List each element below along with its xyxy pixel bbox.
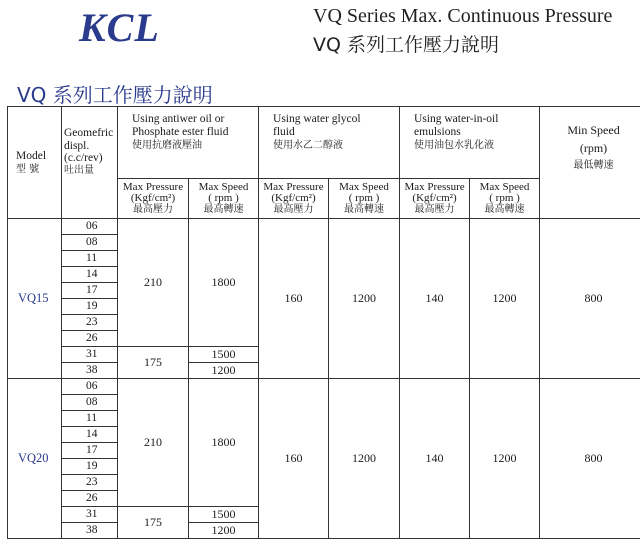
oil-pressure-cell: 175 xyxy=(118,347,189,379)
displacement-cell: 14 xyxy=(62,267,118,283)
glycol-pressure-cell: 160 xyxy=(259,219,329,379)
min-speed-header xyxy=(540,107,640,219)
displacement-cell: 11 xyxy=(62,411,118,427)
geo-header-cn: 吐出量 xyxy=(64,164,94,176)
header-title-cn: VQ 系列工作壓力說明 xyxy=(313,34,499,56)
fluid1-header xyxy=(118,107,259,179)
fluid3-cn: 使用油包水乳化液 xyxy=(414,140,495,151)
geo-header-1: Geomefric xyxy=(64,127,114,139)
oil-speed-cell: 1200 xyxy=(189,523,259,539)
displacement-cell: 06 xyxy=(62,379,118,395)
min-speed-cell: 800 xyxy=(540,219,640,379)
oil-speed-cell: 1500 xyxy=(189,507,259,523)
oil-pressure-cell: 175 xyxy=(118,507,189,539)
max-speed-unit: ( rpm ) xyxy=(489,192,520,204)
displacement-cell: 08 xyxy=(62,395,118,411)
max-pressure-unit: (Kgf/cm²) xyxy=(412,192,457,204)
max-pressure-cn: 最高壓力 xyxy=(273,204,314,215)
emulsion-speed-cell: 1200 xyxy=(470,219,540,379)
model-cell: VQ20 xyxy=(8,379,62,539)
emulsion-max-pressure-header xyxy=(400,179,470,219)
emulsion-speed-cell: 1200 xyxy=(470,379,540,539)
emulsion-pressure-cell: 140 xyxy=(400,219,470,379)
displacement-cell: 23 xyxy=(62,475,118,491)
glycol-max-pressure-header xyxy=(259,179,329,219)
min-speed-cell: 800 xyxy=(540,379,640,539)
fluid2-en-1: Using water glycol xyxy=(273,113,361,125)
oil-speed-cell: 1500 xyxy=(189,347,259,363)
max-speed-unit: ( rpm ) xyxy=(208,192,239,204)
oil-speed-cell: 1200 xyxy=(189,363,259,379)
max-pressure-unit: (Kgf/cm²) xyxy=(130,192,176,204)
header-title-en: VQ Series Max. Continuous Pressure xyxy=(313,5,613,27)
glycol-pressure-cell: 160 xyxy=(259,379,329,539)
oil-pressure-cell: 210 xyxy=(118,379,189,507)
kcl-logo: KCL xyxy=(79,5,160,50)
section-title: VQ 系列工作壓力說明 xyxy=(17,83,213,107)
max-pressure-cn: 最高壓力 xyxy=(133,204,173,215)
table-row xyxy=(8,219,640,235)
displacement-cell: 17 xyxy=(62,443,118,459)
emulsion-max-speed-header xyxy=(470,179,540,219)
fluid1-en-1: Using antiwer oil or xyxy=(132,113,225,125)
displacement-cell: 31 xyxy=(62,347,118,363)
fluid2-cn: 使用水乙二醇液 xyxy=(273,140,344,151)
displacement-cell: 38 xyxy=(62,523,118,539)
pressure-spec-table xyxy=(7,106,640,539)
displacement-cell: 23 xyxy=(62,315,118,331)
max-speed-unit: ( rpm ) xyxy=(348,192,380,204)
min-speed-en: Min Speed xyxy=(567,123,620,137)
max-speed-cn: 最高轉速 xyxy=(344,204,385,215)
max-pressure-unit: (Kgf/cm²) xyxy=(271,192,316,204)
displacement-cell: 31 xyxy=(62,507,118,523)
displacement-cell: 14 xyxy=(62,427,118,443)
table-body xyxy=(8,219,640,539)
max-pressure-cn: 最高壓力 xyxy=(414,204,455,215)
min-speed-unit: (rpm) xyxy=(579,141,608,155)
glycol-speed-cell: 1200 xyxy=(329,379,400,539)
glycol-max-speed-header xyxy=(329,179,400,219)
oil-max-pressure-header xyxy=(118,179,189,219)
fluid2-header xyxy=(259,107,400,179)
max-speed-label: Max Speed xyxy=(198,181,249,193)
oil-speed-cell: 1800 xyxy=(189,379,259,507)
displacement-cell: 19 xyxy=(62,459,118,475)
max-speed-cn: 最高轉速 xyxy=(203,204,244,215)
displacement-cell: 38 xyxy=(62,363,118,379)
max-pressure-label: Max Pressure xyxy=(404,181,465,193)
min-speed-cn: 最低轉速 xyxy=(573,160,614,171)
max-speed-label: Max Speed xyxy=(339,181,389,193)
displacement-cell: 26 xyxy=(62,331,118,347)
oil-max-speed-header xyxy=(189,179,259,219)
max-pressure-label: Max Pressure xyxy=(122,181,184,193)
fluid3-en-2: emulsions xyxy=(414,126,461,138)
model-cell: VQ15 xyxy=(8,219,62,379)
fluid1-en-2: Phosphate ester fluid xyxy=(132,126,229,138)
model-header xyxy=(8,107,62,219)
header-row-1 xyxy=(8,107,640,179)
displacement-cell: 17 xyxy=(62,283,118,299)
emulsion-pressure-cell: 140 xyxy=(400,379,470,539)
fluid3-en-1: Using water-in-oil xyxy=(414,113,499,125)
displacement-cell: 06 xyxy=(62,219,118,235)
glycol-speed-cell: 1200 xyxy=(329,219,400,379)
fluid1-cn: 使用抗磨液壓油 xyxy=(132,140,202,151)
displacement-header xyxy=(62,107,118,219)
max-pressure-label: Max Pressure xyxy=(263,181,324,193)
max-speed-cn: 最高轉速 xyxy=(484,204,525,215)
displacement-cell: 11 xyxy=(62,251,118,267)
table-row xyxy=(8,379,640,395)
geo-header-2: displ. xyxy=(64,139,90,152)
oil-speed-cell: 1800 xyxy=(189,219,259,347)
model-header-cn: 型 號 xyxy=(16,163,40,175)
geo-header-3: (c.c/rev) xyxy=(64,152,103,164)
fluid2-en-2: fluid xyxy=(273,126,295,138)
fluid3-header xyxy=(400,107,540,179)
displacement-cell: 08 xyxy=(62,235,118,251)
displacement-cell: 19 xyxy=(62,299,118,315)
oil-pressure-cell: 210 xyxy=(118,219,189,347)
max-speed-label: Max Speed xyxy=(479,181,530,193)
displacement-cell: 26 xyxy=(62,491,118,507)
model-header-en: Model xyxy=(16,149,47,162)
